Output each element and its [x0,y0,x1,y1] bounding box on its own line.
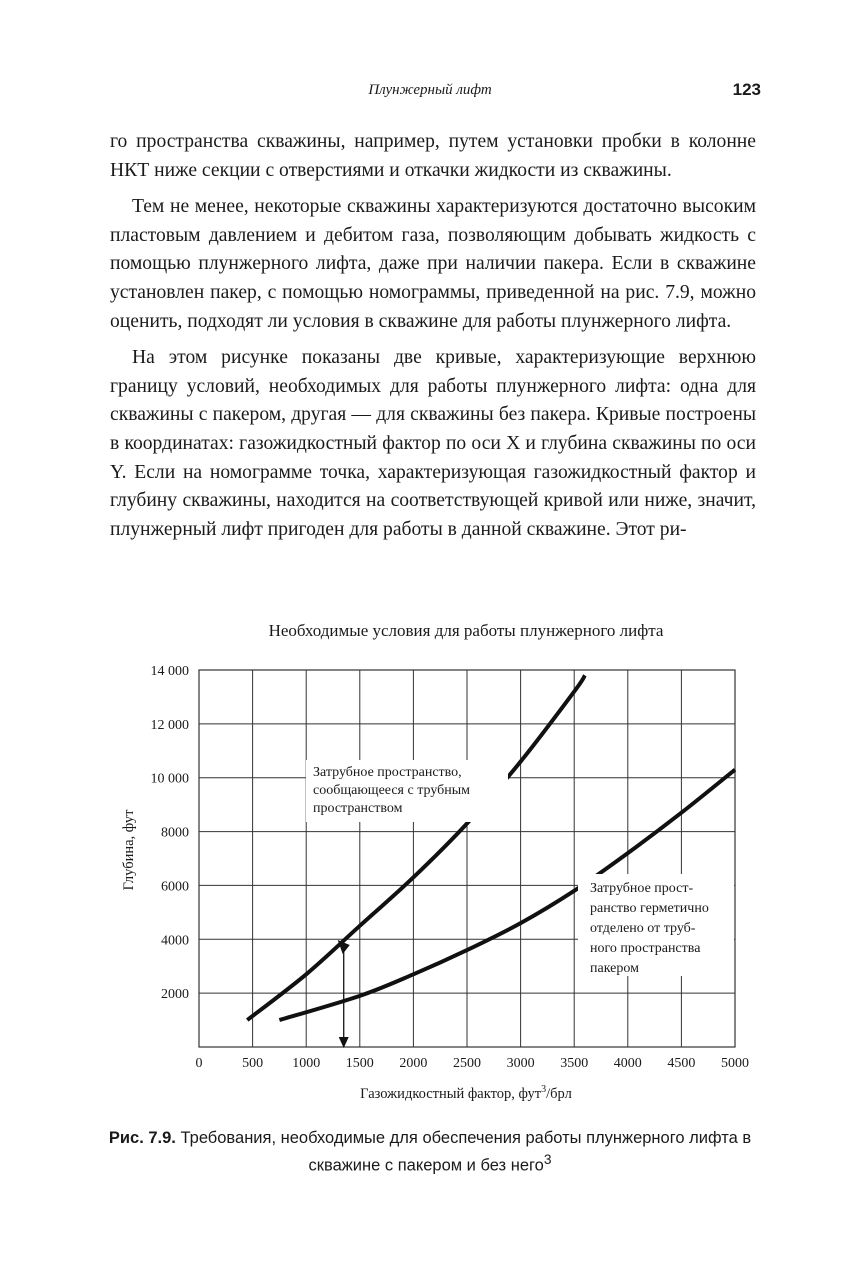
annotation-with-packer-line: отделено от труб- [590,921,696,936]
y-tick-label: 10 000 [150,771,189,787]
y-tick-label: 2000 [161,987,189,1003]
x-tick-label: 500 [242,1056,264,1071]
x-axis-label: Газожидкостный фактор, фут$^3$/брл [360,1084,572,1102]
running-title: Плунжерный лифт [368,82,492,98]
annotation-with-packer-line: ранство герметично [590,901,709,916]
annotation-no-packer-line: пространством [313,801,403,816]
y-tick-label: 8000 [161,825,189,841]
x-tick-label: 1500 [345,1056,374,1071]
y-tick-label: 4000 [161,933,189,949]
paragraph-3: На этом рисунке показаны две кривые, характеризующие верхнюю границу условий, необходимых для работы плунжерного лифта: одна для скважины с пакером, другая — для скважины без пакера. Кривые построены в координатах: газожидкостный фактор по оси X и глубина скважины по оси Y. Если на номограмме точка, характеризующая газожидкостный фактор и глубину скважины, находится на соответствующей кривой или ниже, значит, плунжерный лифт пригоден для работы в данной скважине. Этот ри- [110,347,756,540]
chart-tick-labels [151,664,750,1071]
x-tick-label: 3000 [506,1056,535,1071]
figure-caption-text: Требования, необходимые для обеспечения работы плунжерного лифта в скважине с пакером и без него [180,1129,752,1175]
body-text [110,128,756,552]
x-tick-label: 2000 [399,1056,428,1071]
y-tick-label: 12 000 [150,717,189,733]
caption-superscript: 3 [543,1152,552,1167]
paragraph-2: Тем не менее, некоторые скважины характеризуются достаточно высоким пластовым давлением и дебитом газа, позволяющим добывать жидкость с помощью плунжерного лифта, даже при наличии пакера. Если в скважине установлен пакер, с помощью номограммы, приведенной на рис. 7.9, можно оценить, подходят ли условия в скважине для работы плунжерного лифта. [110,196,756,332]
chart-title: Необходимые условия для работы плунжерного лифта [268,621,664,640]
example-arrowhead-axis [339,1037,349,1048]
figure-caption [100,1127,760,1177]
chart-annotations [306,760,734,976]
curve-no-packer [247,675,585,1020]
annotation-with-packer-line: Затрубное прост- [590,881,694,896]
page-number: 123 [732,80,761,99]
y-axis-label: Глубина, фут [121,809,137,891]
figure-label: Рис. 7.9. [108,1129,176,1147]
x-tick-label: 2500 [453,1056,481,1071]
annotation-with-packer-line: пакером [590,961,639,976]
x-tick-label: 1000 [292,1056,321,1071]
nomogram-chart [0,600,850,1120]
annotation-no-packer-line: сообщающееся с трубным [313,783,471,798]
y-tick-label: 6000 [161,879,189,895]
x-tick-label: 3500 [560,1056,589,1071]
x-tick-label: 4500 [667,1056,696,1071]
annotation-with-packer-line: ного пространства [590,941,701,956]
y-tick-label: 14 000 [150,664,189,679]
annotation-no-packer-line: Затрубное пространство, [313,765,462,780]
x-tick-label: 5000 [721,1056,749,1071]
x-tick-label: 0 [195,1056,203,1071]
paragraph-1: го пространства скважины, например, путем установки пробки в колонне НКТ ниже секции с отверстиями и откачки жидкости из скважины. [110,131,756,181]
x-tick-label: 4000 [613,1056,642,1071]
chart-curves [247,675,735,1048]
chart-grid [199,670,735,1047]
